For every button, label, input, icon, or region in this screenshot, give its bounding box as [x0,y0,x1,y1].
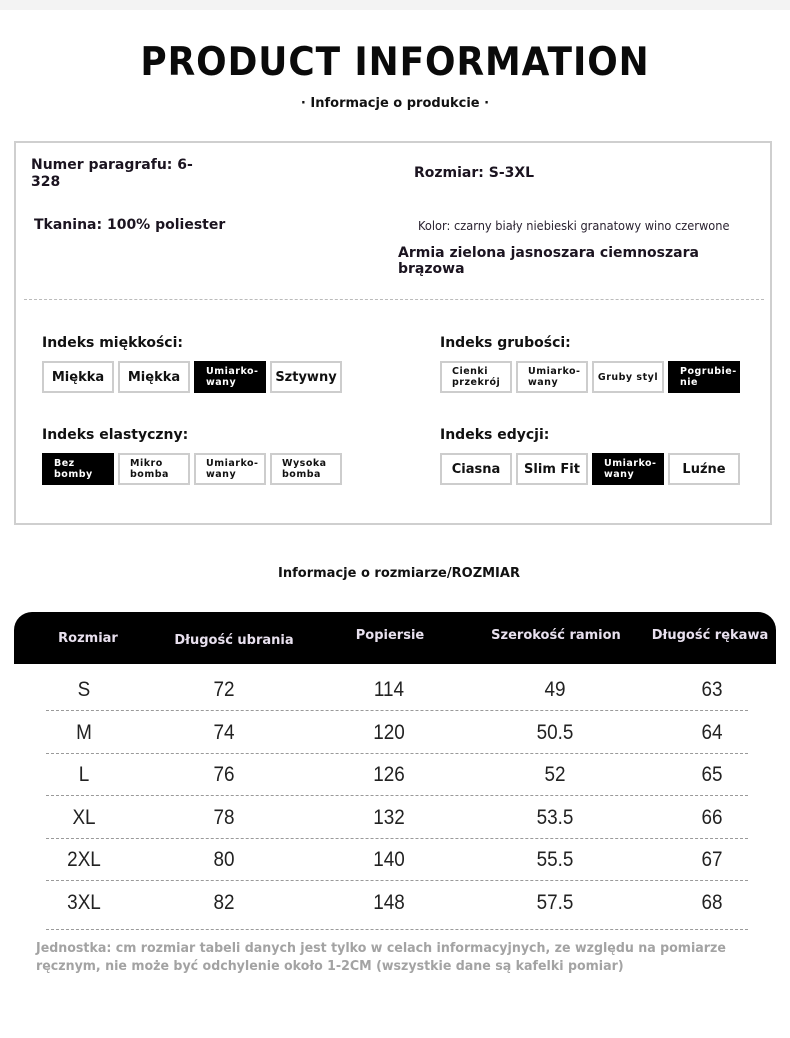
table-cell: 52 [544,763,566,786]
table-cell: 120 [373,720,405,744]
size-range: Rozmiar: S-3XL [414,165,535,181]
top-bar [0,0,790,10]
table-cell: M [76,720,92,744]
column-header: Popiersie [355,627,425,643]
table-cell: 80 [213,848,235,871]
page-title: PRODUCT INFORMATION [140,40,650,85]
table-row [0,715,790,758]
size-note: Jednostka: cm rozmiar tabeli danych jest tylko w celach informacyjnych, ze względu na pomiarze ręcznym, nie może być odchylenie około 1-2CM (wszystkie dane są kafelki pomiar) [36,941,726,974]
column-header: Szerokość ramion [491,627,621,643]
table-cell: 63 [701,678,723,701]
table-cell: 67 [701,848,723,871]
row-divider [46,880,748,881]
table-cell: 74 [213,720,235,744]
table-cell: 126 [373,763,405,786]
table-cell: 78 [213,805,235,829]
index-option-selected: Umiarko-wany [592,453,664,485]
colors-line-2: Armia zielona jasnoszara ciemnoszara brązowa [398,245,699,277]
index-option-selected: Umiarko-wany [194,361,266,393]
table-cell: 53.5 [536,805,574,829]
index-label: Indeks grubości: [440,335,571,351]
dashed-divider [24,299,764,300]
row-divider [46,838,748,839]
table-cell: 3XL [67,890,101,914]
index-option: Mikro bomba [118,453,190,485]
table-cell: 114 [373,678,405,701]
index-option: Luźne [668,453,740,485]
page-subtitle: · Informacje o produkcie · [300,96,490,111]
index-label: Indeks miękkości: [42,335,183,351]
table-row [0,757,790,800]
column-header: Rozmiar [58,630,118,646]
row-divider [46,929,748,930]
colors-line-1: Kolor: czarny biały niebieski granatowy wino czerwone [418,219,730,233]
table-row [0,800,790,843]
table-cell: 64 [701,720,723,744]
table-cell: 2XL [67,848,101,871]
row-divider [46,753,748,754]
softness-index [42,335,342,393]
row-divider [46,710,748,711]
table-cell: 50.5 [536,720,574,744]
table-cell: 148 [373,890,405,914]
table-cell: 72 [213,678,235,701]
table-row [0,885,790,928]
item-number: Numer paragrafu: 6-328 [31,157,193,190]
index-option: Gruby styl [592,361,664,393]
table-cell: 82 [213,890,235,914]
index-option: Miękka [118,361,190,393]
elasticity-index [42,427,342,485]
index-option: Cienki przekrój [440,361,512,393]
fabric: Tkanina: 100% poliester [34,217,226,233]
column-header: Długość ubrania [174,632,294,648]
table-cell: 57.5 [536,890,574,914]
index-option: Umiarko-wany [194,453,266,485]
table-cell: L [78,763,90,786]
table-cell: S [77,678,91,701]
fit-index [440,427,740,485]
index-option: Sztywny [270,361,342,393]
index-option: Umiarko-wany [516,361,588,393]
table-cell: 76 [213,763,235,786]
index-option: Ciasna [440,453,512,485]
index-option-selected: Pogrubie-nie [668,361,740,393]
index-option: Wysoka bomba [270,453,342,485]
index-label: Indeks edycji: [440,427,550,443]
table-cell: 55.5 [536,848,574,871]
size-table-body [0,672,790,927]
table-row [0,672,790,715]
table-cell: 65 [701,763,723,786]
index-option: Miękka [42,361,114,393]
table-cell: 132 [373,805,405,829]
table-cell: 140 [373,848,405,871]
thickness-index [440,335,740,393]
row-divider [46,795,748,796]
table-row [0,842,790,885]
table-cell: 68 [701,890,723,914]
index-option-selected: Bez bomby [42,453,114,485]
size-table-title: Informacje o rozmiarze/ROZMIAR [278,566,520,581]
column-header: Długość rękawa [651,627,769,643]
product-info-box [14,141,772,525]
table-cell: 66 [701,805,723,829]
index-option: Slim Fit [516,453,588,485]
size-table-header [14,612,776,664]
table-cell: 49 [544,678,566,701]
table-cell: XL [72,805,96,829]
index-label: Indeks elastyczny: [42,427,189,443]
